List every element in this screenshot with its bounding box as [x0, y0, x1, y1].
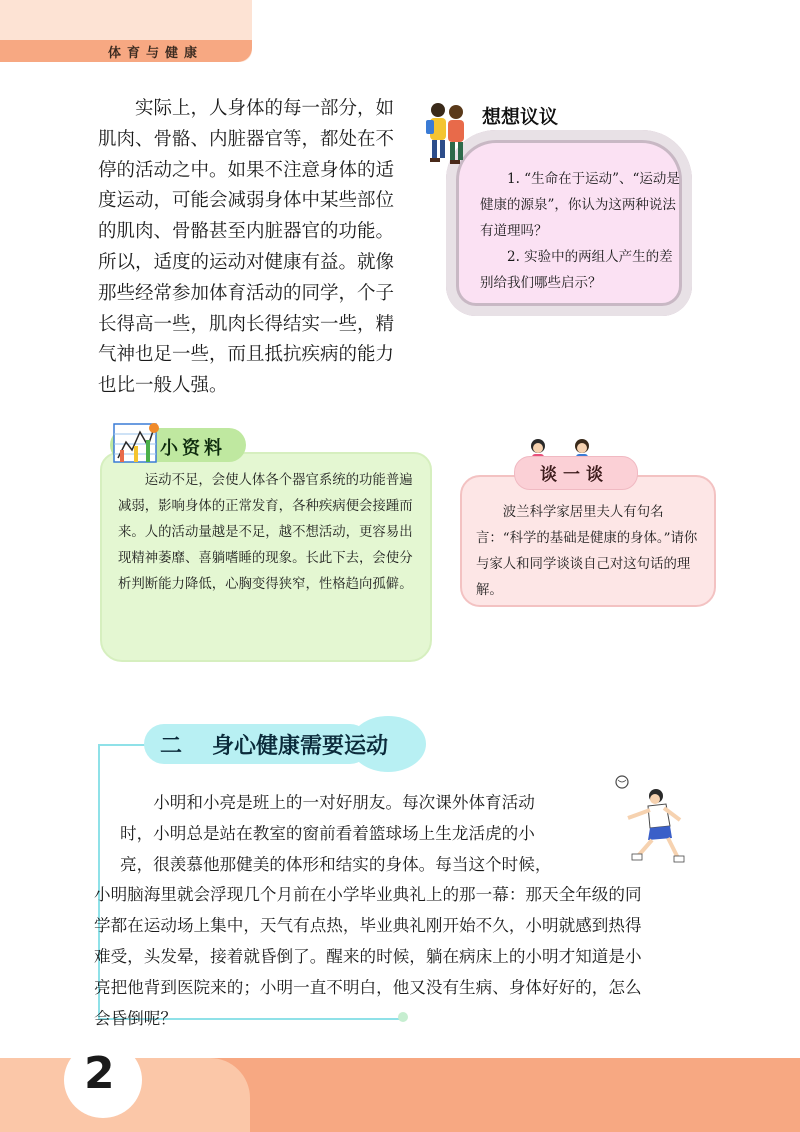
story-paragraph: [94, 788, 730, 1034]
talk-text: 波兰科学家居里夫人有句名言：“科学的基础是健康的身体。”请你与家人和同学谈谈自己对这句话的理解。: [476, 505, 698, 598]
story-line: 时，小明总是站在教室的窗前看着篮球场上生龙活虎的小: [120, 823, 535, 843]
discussion-item: 1. “生命在于运动”、“运动是健康的源泉”，你认为这两种说法有道理吗？: [480, 171, 680, 239]
header-bar: [0, 0, 252, 62]
discussion-title: 想想议议: [482, 106, 559, 128]
story-line: 小明和小亮是班上的一对好朋友。每次课外体育活动: [153, 793, 535, 812]
story-line: 亮把他背到医院来的；小明一直不明白，他又没有生病、身体好好的，怎么: [94, 977, 642, 997]
story-line: 亮，很羡慕他那健美的体形和结实的身体。每当这个时候，: [120, 854, 552, 874]
story-line: 会昏倒呢？: [94, 1008, 177, 1028]
info-title: 小资料: [160, 438, 226, 459]
section-label: 体育与健康: [108, 46, 204, 61]
info-text: 运动不足，会使人体各个器官系统的功能普遍减弱，影响身体的正常发育，各种疾病便会接踵而来。人的活动量越是不足，越不想活动，更容易出现精神萎靡、喜躺嗜睡的现象。长此下去，会使分析判断能力降低，心胸变得狭窄，性格趋向孤僻。: [118, 473, 413, 592]
story-line: 学都在运动场上集中，天气有点热，毕业典礼刚开始不久，小明就感到热得: [94, 916, 642, 936]
discussion-item: 2. 实验中的两组人产生的差别给我们哪些启示？: [480, 249, 673, 291]
section-number: 二: [160, 734, 183, 759]
talk-title: 谈一谈: [540, 465, 609, 485]
page-number: 2: [84, 1048, 115, 1099]
chart-icon: [112, 420, 162, 466]
discussion-items: [480, 166, 680, 296]
section-title: 身心健康需要运动: [212, 734, 389, 759]
hikers-illustration: [420, 100, 476, 164]
story-line: 难受，头发晕，接着就昏倒了。醒来的时候，躺在病床上的小明才知道是小: [94, 946, 642, 966]
main-paragraph: 实际上，人身体的每一部分，如肌肉、骨骼、内脏器官等，都处在不停的活动之中。如果不注意身体的适度运动，可能会减弱身体中某些部位的肌肉、骨骼甚至内脏器官的功能。所以，适度的运动对健康有益。就像那些经常参加体育活动的同学，个子长得高一些，肌肉长得结实一些，精气神也足一些，而且抵抗疾病的能力也比一般人强。: [98, 98, 395, 397]
story-line: 小明脑海里就会浮现几个月前在小学毕业典礼上的那一幕：那天全年级的同: [94, 885, 642, 905]
